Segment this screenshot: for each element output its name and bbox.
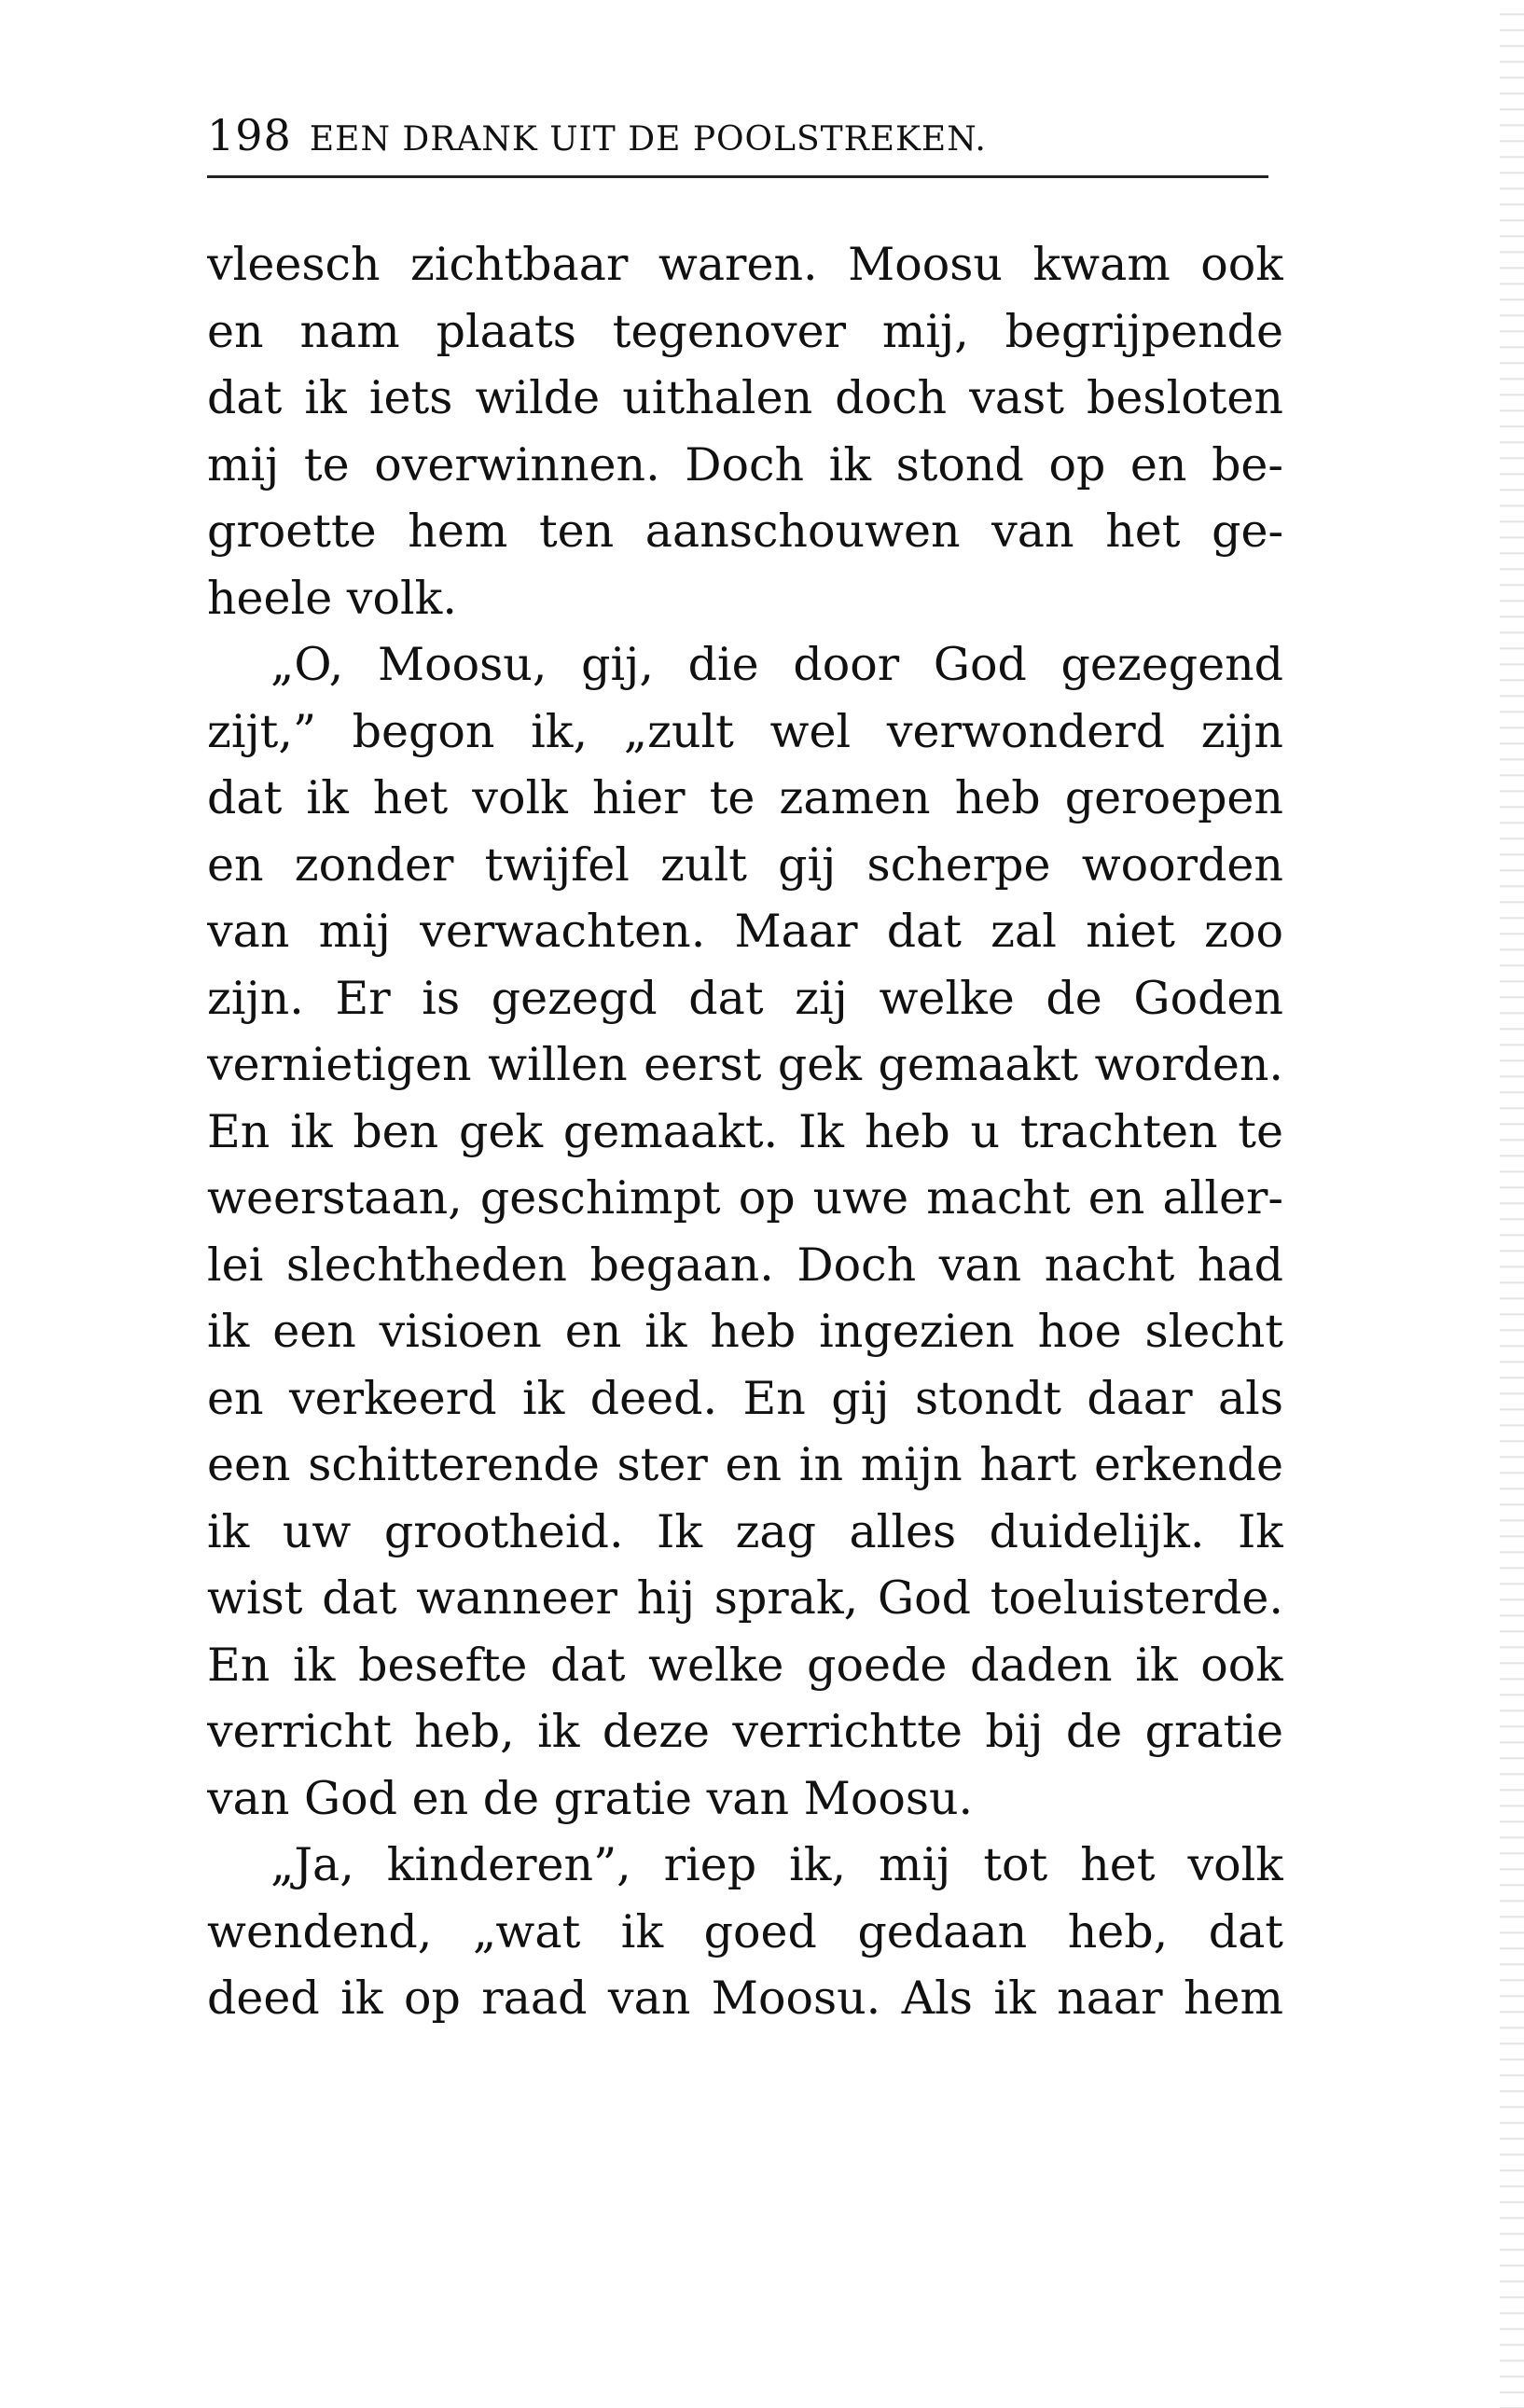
body-text <box>207 231 1283 2032</box>
text-line: mij te overwinnen. Doch ik stond op en be- <box>207 437 1283 491</box>
text-line: en zonder twijfel zult gij scherpe woorden <box>207 837 1283 892</box>
text-line: van mij verwachten. Maar dat zal niet zoo <box>207 905 1283 958</box>
text-line: dat ik het volk hier te zamen heb geroepen <box>207 771 1283 824</box>
running-head <box>207 110 1270 177</box>
text-line: groette hem ten aanschouwen van het ge- <box>207 505 1283 558</box>
text-line: deed ik op raad van Moosu. Als ik naar hem <box>207 1972 1283 2025</box>
text-line: lei slechtheden begaan. Doch van nacht had <box>207 1238 1283 1292</box>
page-number: 198 <box>207 110 292 160</box>
text-line: wendend, „wat ik goed gedaan heb, dat <box>207 1904 1283 1958</box>
text-line: heele volk. <box>207 571 457 625</box>
text-line: zijt,” begon ik, „zult wel verwonderd zijn <box>207 704 1283 758</box>
text-line: wist dat wanneer hij sprak, God toeluisterde. <box>207 1571 1283 1625</box>
text-line: En ik besefte dat welke goede daden ik ook <box>207 1638 1283 1692</box>
text-line: „O, Moosu, gij, die door God gezegend <box>270 638 1283 691</box>
running-head-title: EEN DRANK UIT DE POOLSTREKEN. <box>309 120 987 159</box>
text-line: vernietigen willen eerst gek gemaakt worden. <box>207 1038 1283 1091</box>
text-line: en nam plaats tegenover mij, begrijpende <box>207 304 1283 358</box>
text-line: verricht heb, ik deze verrichtte bij de gratie <box>207 1705 1283 1758</box>
scan-edge-shadow <box>1500 0 1524 2408</box>
text-line: van God en de gratie van Moosu. <box>207 1771 974 1825</box>
text-line: „Ja, kinderen”, riep ik, mij tot het volk <box>270 1838 1283 1891</box>
text-line: zijn. Er is gezegd dat zij welke de Goden <box>207 971 1283 1025</box>
text-line: En ik ben gek gemaakt. Ik heb u trachten te <box>207 1104 1283 1158</box>
text-line: vleesch zichtbaar waren. Moosu kwam ook <box>207 238 1283 291</box>
text-line: ik uw grootheid. Ik zag alles duidelijk. Ik <box>207 1504 1283 1558</box>
header-rule <box>207 175 1268 178</box>
text-line: en verkeerd ik deed. En gij stondt daar als <box>207 1371 1283 1425</box>
text-line: ik een visioen en ik heb ingezien hoe slecht <box>207 1305 1283 1358</box>
text-line: weerstaan, geschimpt op uwe macht en aller- <box>207 1171 1283 1225</box>
text-line: dat ik iets wilde uithalen doch vast besloten <box>207 371 1283 424</box>
text-line: een schitterende ster en in mijn hart erkende <box>207 1438 1283 1491</box>
